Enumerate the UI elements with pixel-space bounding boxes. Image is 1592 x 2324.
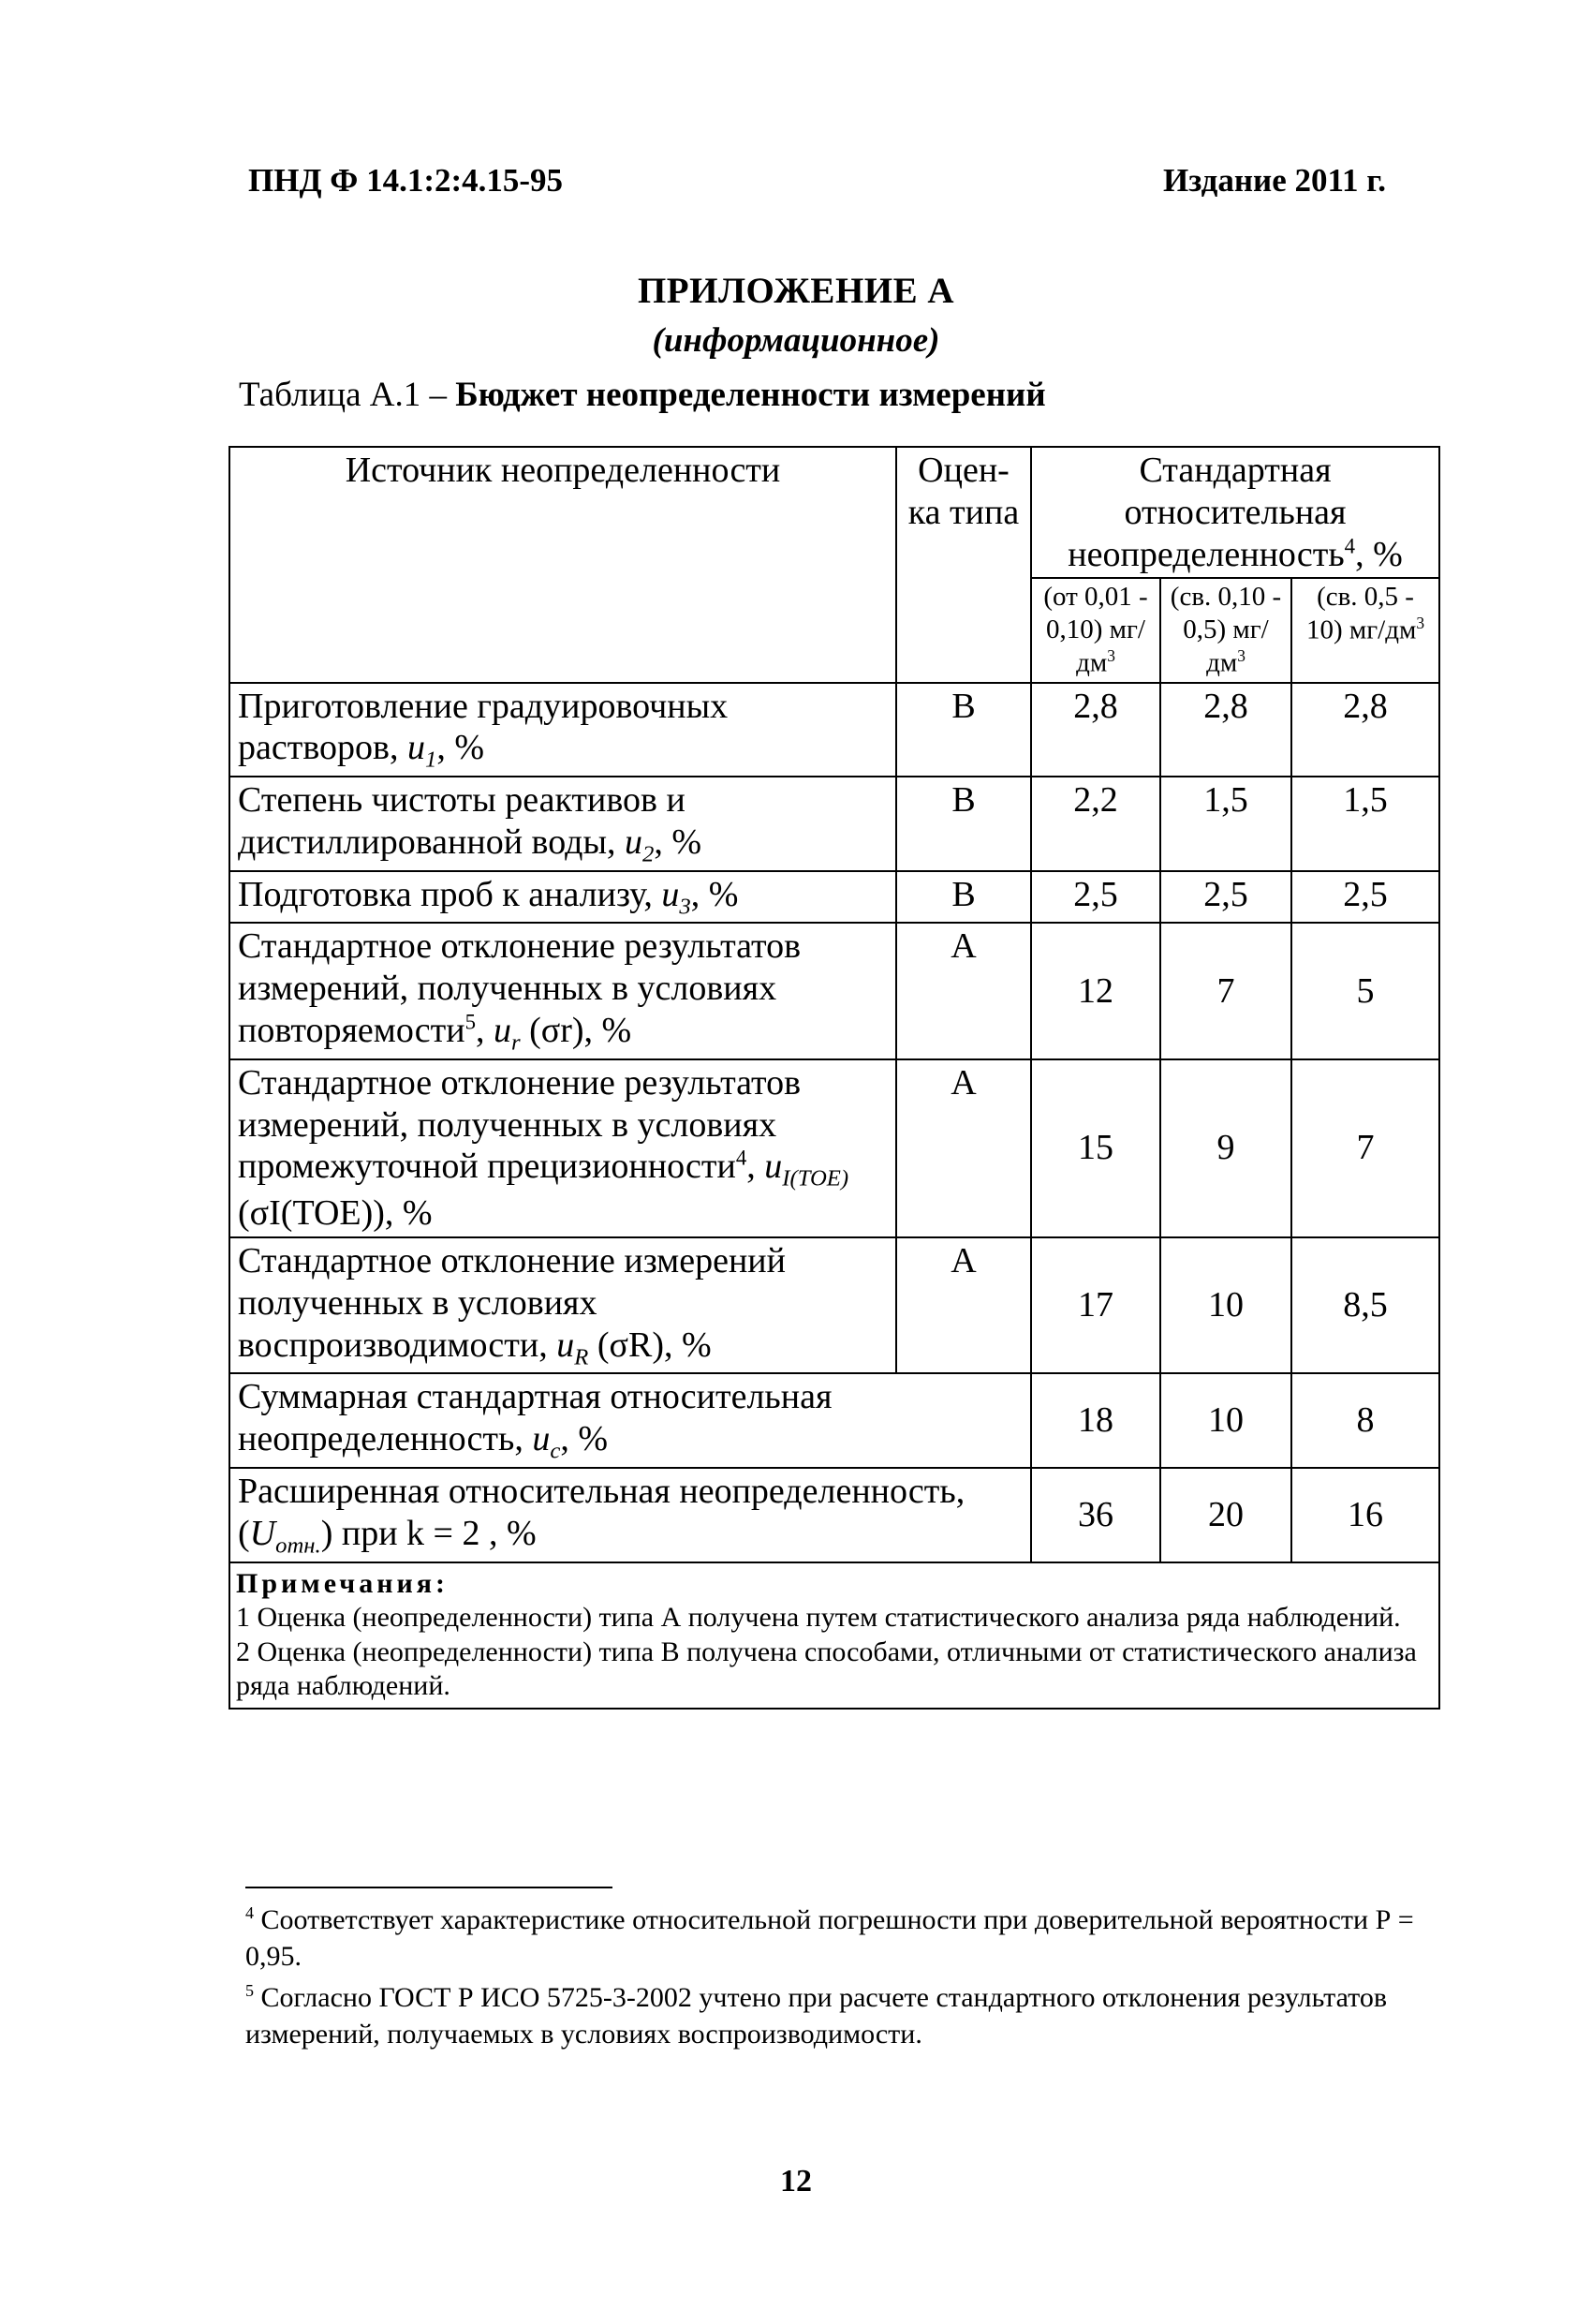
header-range-3 — [1291, 578, 1439, 682]
header-range-1 — [1031, 578, 1160, 682]
page-number: 12 — [780, 2164, 812, 2198]
row-source — [229, 777, 896, 871]
table-header-row — [229, 447, 1439, 578]
header-range-2 — [1160, 578, 1291, 682]
source-footnote-mark: 5 — [464, 1010, 476, 1034]
row-type: А — [896, 923, 1031, 1058]
source-text: Степень чистоты реактивов и дистиллированной воды, — [238, 780, 685, 862]
range-sup: 3 — [1416, 614, 1425, 633]
source-symbol: u — [406, 728, 425, 768]
row-value-3: 5 — [1291, 923, 1439, 1058]
total-subscript: отн. — [275, 1532, 321, 1559]
row-source — [229, 1059, 896, 1237]
source-text: Стандартное отклонение измерений полученных в условиях воспроизводимости, — [238, 1241, 786, 1365]
table-row — [229, 871, 1439, 924]
table-row — [229, 923, 1439, 1058]
source-text: Подготовка проб к анализу, — [238, 874, 662, 914]
row-value-3: 2,5 — [1291, 871, 1439, 924]
total-value-2: 10 — [1160, 1373, 1291, 1468]
notes-title: Примечания: — [236, 1567, 450, 1599]
header-std-rel-unit: , % — [1355, 534, 1403, 574]
source-subscript: 1 — [424, 747, 437, 773]
row-value-1: 2,2 — [1031, 777, 1160, 871]
table-caption-dash: – — [420, 376, 456, 414]
table-row — [229, 777, 1439, 871]
row-source — [229, 1237, 896, 1373]
footnote-5 — [245, 1979, 1437, 2052]
range-sup: 3 — [1107, 646, 1115, 666]
row-value-2: 10 — [1160, 1237, 1291, 1373]
header-std-rel — [1031, 447, 1439, 578]
total-source — [229, 1373, 1031, 1468]
table-caption — [239, 375, 1046, 415]
row-value-2: 1,5 — [1160, 777, 1291, 871]
source-symbol: u — [625, 822, 643, 862]
source-subscript: 3 — [679, 894, 691, 920]
row-value-2: 9 — [1160, 1059, 1291, 1237]
source-separator: , — [476, 1011, 494, 1051]
source-text: Стандартное отклонение результатов измерений, полученных в условиях промежуточной прецизионности — [238, 1062, 802, 1187]
header-source: Источник неопределенности — [229, 447, 896, 683]
total-text: Суммарная стандартная относительная неопределенность, — [238, 1377, 833, 1459]
header-std-rel-text: Стандартная относительная неопределенность — [1068, 451, 1347, 574]
source-symbol: u — [764, 1147, 783, 1187]
row-source — [229, 871, 896, 924]
source-unit: , % — [436, 728, 484, 768]
footnote-divider — [245, 1887, 612, 1888]
uncertainty-budget-table — [228, 446, 1440, 1710]
table-row — [229, 1237, 1439, 1373]
source-text: Приготовление градуировочных растворов, — [238, 686, 729, 768]
total-value-1: 18 — [1031, 1373, 1160, 1468]
row-type: А — [896, 1059, 1031, 1237]
footnote-text: Соответствует характеристике относительной погрешности при доверительной вероятности Р = 0,95. — [245, 1904, 1414, 1972]
source-symbol: u — [556, 1325, 575, 1365]
total-symbol: U — [249, 1513, 276, 1553]
total-subscript: c — [550, 1438, 561, 1464]
total-value-1: 36 — [1031, 1468, 1160, 1562]
row-value-2: 7 — [1160, 923, 1291, 1058]
range-sup: 3 — [1237, 646, 1246, 666]
row-value-1: 17 — [1031, 1237, 1160, 1373]
source-subscript: 2 — [642, 841, 655, 867]
row-value-2: 2,5 — [1160, 871, 1291, 924]
footnote-4 — [245, 1902, 1437, 1975]
row-type: В — [896, 871, 1031, 924]
total-unit: ) при k = 2 , % — [320, 1513, 537, 1553]
row-type: В — [896, 683, 1031, 777]
appendix-title: ПРИЛОЖЕНИЕ А — [637, 271, 955, 311]
source-unit: , % — [654, 822, 702, 862]
header-std-rel-sup: 4 — [1344, 534, 1356, 557]
row-value-3: 8,5 — [1291, 1237, 1439, 1373]
footnote-mark: 4 — [245, 1903, 254, 1922]
row-value-3: 1,5 — [1291, 777, 1439, 871]
range-text: (св. 0,10 - 0,5) мг/дм — [1170, 582, 1282, 678]
header-type: Оцен-ка типа — [896, 447, 1031, 683]
total-row — [229, 1468, 1439, 1562]
table-row — [229, 683, 1439, 777]
row-source — [229, 923, 896, 1058]
row-value-1: 2,5 — [1031, 871, 1160, 924]
total-text: Расширенная относительная неопределенность, ( — [238, 1471, 966, 1553]
total-row — [229, 1373, 1439, 1468]
table-row — [229, 1059, 1439, 1237]
total-source — [229, 1468, 1031, 1562]
row-type: А — [896, 1237, 1031, 1373]
note-item: 1 Оценка (неопределенности) типа А получена путем статистического анализа ряда наблюдений. — [236, 1602, 1401, 1634]
row-type: В — [896, 777, 1031, 871]
note-item: 2 Оценка (неопределенности) типа В получена способами, отличными от статистического анализа ряда наблюдений. — [236, 1636, 1417, 1702]
notes-cell — [229, 1562, 1439, 1709]
row-value-3: 7 — [1291, 1059, 1439, 1237]
footnote-text: Согласно ГОСТ Р ИСО 5725-3-2002 учтено при расчете стандартного отклонения результатов измерений, получаемых в условиях воспроизводимости. — [245, 1982, 1388, 2050]
footnote-mark: 5 — [245, 1981, 254, 2000]
row-value-1: 15 — [1031, 1059, 1160, 1237]
row-source — [229, 683, 896, 777]
source-unit: (σr), % — [520, 1011, 632, 1051]
source-separator: , — [746, 1147, 765, 1187]
source-footnote-mark: 4 — [735, 1146, 747, 1170]
edition-label: Издание 2011 г. — [1163, 162, 1386, 199]
row-value-2: 2,8 — [1160, 683, 1291, 777]
table-caption-title: Бюджет неопределенности измерений — [455, 376, 1046, 414]
notes-row — [229, 1562, 1439, 1709]
source-symbol: u — [494, 1011, 511, 1051]
appendix-subtitle: (информационное) — [652, 321, 940, 360]
document-code: ПНД Ф 14.1:2:4.15-95 — [248, 162, 564, 199]
source-unit: , % — [690, 874, 739, 914]
row-value-1: 2,8 — [1031, 683, 1160, 777]
source-subscript: r — [511, 1029, 521, 1056]
total-value-2: 20 — [1160, 1468, 1291, 1562]
range-text: (от 0,01 - 0,10) мг/дм — [1043, 582, 1148, 678]
source-symbol: u — [661, 874, 680, 914]
source-text: Стандартное отклонение результатов измерений, полученных в условиях повторяемости — [238, 926, 802, 1051]
total-value-3: 16 — [1291, 1468, 1439, 1562]
total-unit: , % — [560, 1419, 608, 1459]
source-subscript: I(TOE) — [782, 1166, 849, 1192]
row-value-3: 2,8 — [1291, 683, 1439, 777]
source-unit: (σI(TOE)), % — [238, 1193, 433, 1234]
source-unit: (σR), % — [588, 1325, 712, 1365]
range-text: (св. 0,5 - 10) мг/дм — [1306, 582, 1417, 645]
total-value-3: 8 — [1291, 1373, 1439, 1468]
row-value-1: 12 — [1031, 923, 1160, 1058]
table-caption-label: Таблица А.1 — [239, 376, 421, 414]
total-symbol: u — [532, 1419, 551, 1459]
source-subscript: R — [574, 1344, 589, 1370]
